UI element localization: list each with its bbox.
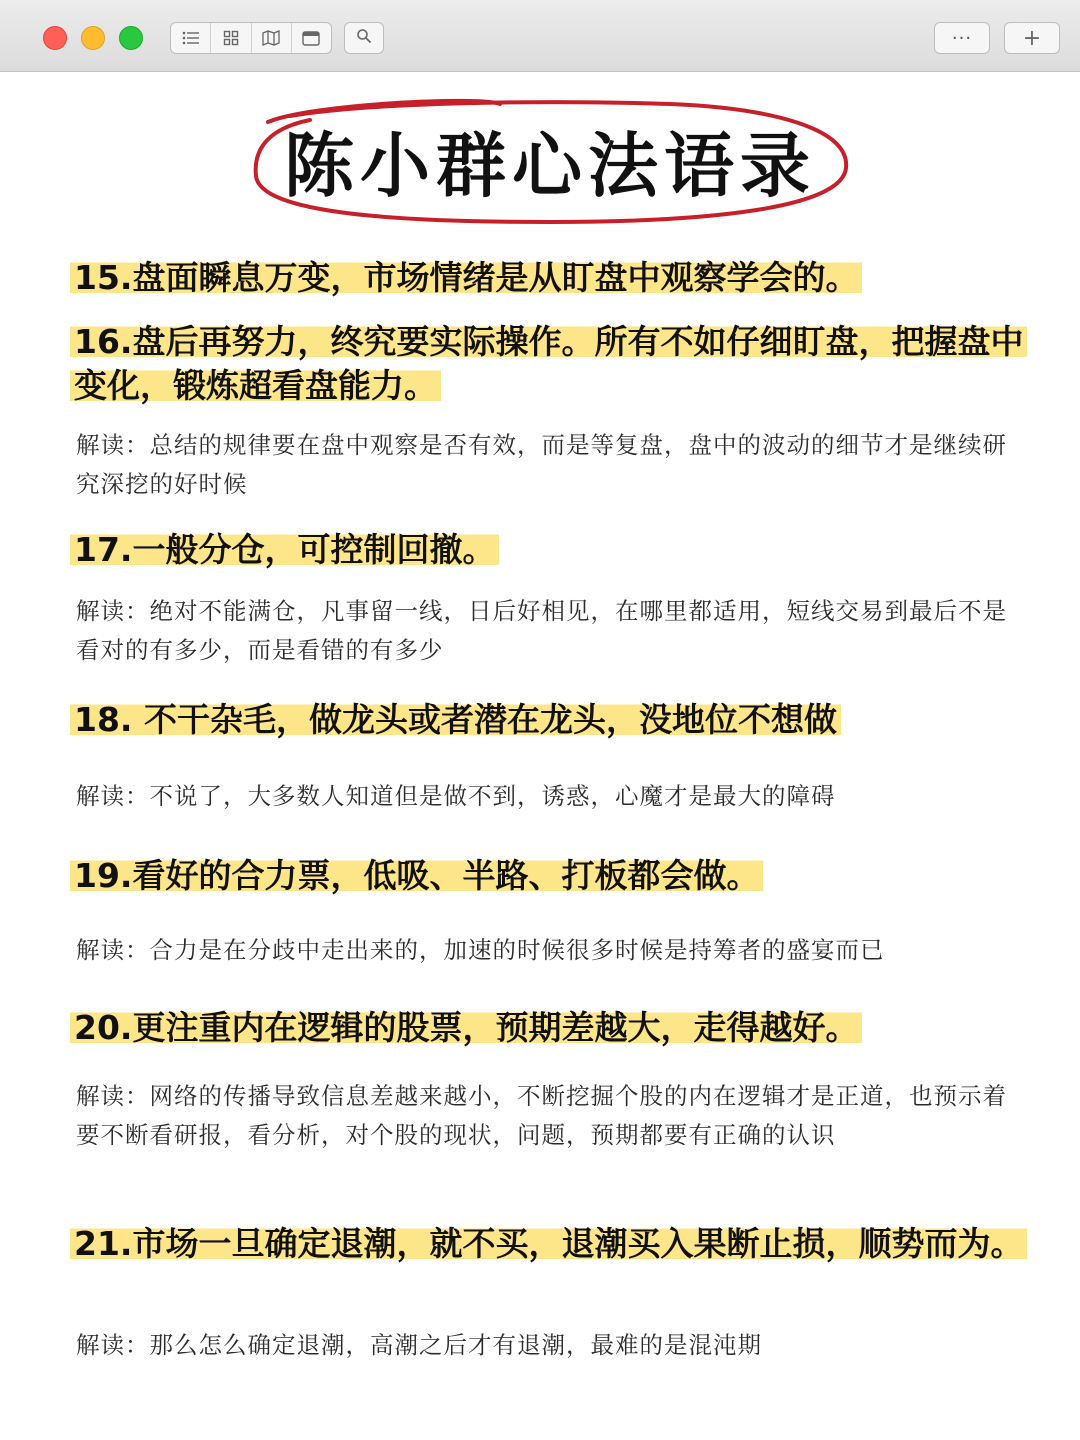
quote-note-17: 解读：绝对不能满仓，凡事留一线，日后好相见，在哪里都适用，短线交易到最后不是看对的有多少，而是看错的有多少 xyxy=(76,597,1007,664)
window-icon[interactable] xyxy=(292,23,331,53)
quote-text: 15.盘面瞬息万变，市场情绪是从盯盘中观察学会的。 xyxy=(70,258,862,297)
quote-note-21: 解读：那么怎么确定退潮，高潮之后才有退潮，最难的是混沌期 xyxy=(76,1331,762,1359)
map-icon[interactable] xyxy=(252,23,292,53)
window-toolbar xyxy=(0,0,1080,72)
quote-heading-20 xyxy=(70,1006,1030,1050)
zoom-button[interactable] xyxy=(119,26,143,50)
quote-heading-16 xyxy=(70,320,1030,408)
quote-note-18: 解读：不说了，大多数人知道但是做不到，诱惑，心魔才是最大的障碍 xyxy=(76,782,836,810)
title-block xyxy=(250,98,850,228)
quote-heading-15 xyxy=(70,256,1030,300)
minimize-button[interactable] xyxy=(81,26,105,50)
quote-heading-18 xyxy=(70,698,1030,742)
quote-heading-17 xyxy=(70,528,1030,572)
search-icon xyxy=(356,28,372,48)
add-icon: + xyxy=(1022,25,1042,51)
close-button[interactable] xyxy=(43,26,67,50)
more-button[interactable] xyxy=(934,22,990,54)
quote-text: 17.一般分仓，可控制回撤。 xyxy=(70,530,499,569)
page-title: 陈小群心法语录 xyxy=(284,124,816,207)
quote-note-16: 解读：总结的规律要在盘中观察是否有效，而是等复盘，盘中的波动的细节才是继续研究深挖的好时候 xyxy=(76,431,1007,498)
list-view-icon[interactable] xyxy=(171,23,211,53)
more-icon: ··· xyxy=(951,27,973,49)
view-mode-group xyxy=(170,22,332,54)
quote-note-20: 解读：网络的传播导致信息差越来越小，不断挖掘个股的内在逻辑才是正道，也预示着要不断看研报，看分析，对个股的现状，问题，预期都要有正确的认识 xyxy=(76,1082,1007,1149)
quote-text: 19.看好的合力票，低吸、半路、打板都会做。 xyxy=(70,856,763,895)
quote-text: 16.盘后再努力，终究要实际操作。所有不如仔细盯盘，把握盘中变化，锻炼超看盘能力。 xyxy=(70,322,1027,405)
quote-heading-19 xyxy=(70,854,1030,898)
quote-heading-21 xyxy=(70,1222,1030,1266)
grid-view-icon[interactable] xyxy=(211,23,251,53)
quote-text: 20.更注重内在逻辑的股票，预期差越大，走得越好。 xyxy=(70,1008,862,1047)
quote-text: 21.市场一旦确定退潮，就不买，退潮买入果断止损，顺势而为。 xyxy=(70,1224,1027,1263)
quote-note-19: 解读：合力是在分歧中走出来的，加速的时候很多时候是持筹者的盛宴而已 xyxy=(76,936,885,964)
search-button[interactable] xyxy=(344,22,384,54)
add-button[interactable] xyxy=(1004,22,1060,54)
quote-text: 18. 不干杂毛，做龙头或者潜在龙头，没地位不想做 xyxy=(70,700,841,739)
